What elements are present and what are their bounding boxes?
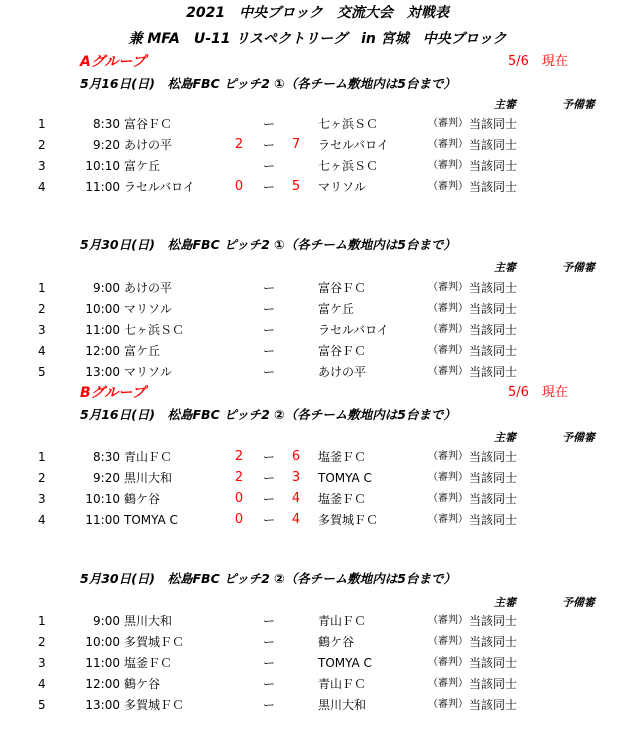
score-separator: ー [262, 513, 275, 527]
table-row [0, 510, 635, 530]
main-referee: 当該同士 [469, 698, 518, 712]
match-number: 5 [38, 365, 46, 379]
score-separator: ー [262, 302, 275, 316]
group-a-title: Aグループ [80, 54, 146, 70]
main-referee: 当該同士 [469, 677, 518, 691]
score-separator: ー [262, 323, 275, 337]
main-referee: 当該同士 [469, 471, 518, 485]
home-team: 青山ＦＣ [124, 450, 173, 464]
home-team: 黒川大和 [124, 471, 173, 485]
referee-label: （審判） [428, 282, 468, 293]
kickoff-time: 10:00 [85, 635, 120, 649]
home-team: マリソル [124, 302, 173, 316]
main-referee: 当該同士 [469, 513, 518, 527]
home-score: 0 [234, 491, 244, 506]
away-score: 3 [291, 470, 301, 485]
page-subtitle: 兼 MFA U-11 リスペクトリーグ in 宮城 中央ブロック [128, 31, 507, 47]
away-team: 青山ＦＣ [318, 614, 367, 628]
away-score: 6 [291, 449, 301, 464]
match-number: 1 [38, 450, 46, 464]
matchday-title: 5月16日(日) 松島FBC ピッチ2 ②（各チーム敷地内は5台まで） [80, 407, 456, 422]
home-team: 鶴ケ谷 [124, 677, 161, 691]
home-score: 2 [234, 449, 244, 464]
kickoff-time: 11:00 [85, 513, 120, 527]
home-team: 多賀城ＦＣ [124, 698, 185, 712]
main-referee: 当該同士 [469, 344, 518, 358]
kickoff-time: 8:30 [93, 117, 120, 131]
main-referee: 当該同士 [469, 365, 518, 379]
away-team: 青山ＦＣ [318, 677, 367, 691]
referee-label: （審判） [428, 678, 468, 689]
match-number: 1 [38, 614, 46, 628]
reserve-ref-header: 予備審 [562, 261, 595, 274]
away-score: 7 [291, 137, 301, 152]
main-referee: 当該同士 [469, 323, 518, 337]
referee-label: （審判） [428, 366, 468, 377]
score-separator: ー [262, 450, 275, 464]
away-team: 黒川大和 [318, 698, 367, 712]
referee-label: （審判） [428, 699, 468, 710]
match-number: 1 [38, 281, 46, 295]
home-team: 富谷ＦＣ [124, 117, 173, 131]
home-team: あけの平 [124, 281, 173, 295]
main-referee: 当該同士 [469, 656, 518, 670]
table-row [0, 114, 635, 134]
away-team: 七ヶ浜ＳＣ [318, 159, 379, 173]
match-number: 2 [38, 635, 46, 649]
kickoff-time: 9:00 [93, 281, 120, 295]
match-number: 3 [38, 492, 46, 506]
away-team: 富谷ＦＣ [318, 344, 367, 358]
referee-label: （審判） [428, 615, 468, 626]
table-row [0, 653, 635, 673]
score-separator: ー [262, 159, 275, 173]
home-team: マリソル [124, 365, 173, 379]
kickoff-time: 13:00 [85, 365, 120, 379]
table-row [0, 489, 635, 509]
referee-label: （審判） [428, 345, 468, 356]
main-ref-header: 主審 [494, 431, 516, 444]
match-number: 3 [38, 323, 46, 337]
main-referee: 当該同士 [469, 614, 518, 628]
reserve-ref-header: 予備審 [562, 596, 595, 609]
referee-label: （審判） [428, 472, 468, 483]
table-row [0, 632, 635, 652]
main-referee: 当該同士 [469, 450, 518, 464]
match-number: 3 [38, 656, 46, 670]
match-number: 5 [38, 698, 46, 712]
match-number: 2 [38, 471, 46, 485]
referee-label: （審判） [428, 181, 468, 192]
referee-label: （審判） [428, 657, 468, 668]
reserve-ref-header: 予備審 [562, 431, 595, 444]
score-separator: ー [262, 138, 275, 152]
table-row [0, 674, 635, 694]
kickoff-time: 11:00 [85, 656, 120, 670]
away-team: 富ケ丘 [318, 302, 355, 316]
table-row [0, 362, 635, 382]
kickoff-time: 8:30 [93, 450, 120, 464]
matchday-title: 5月16日(日) 松島FBC ピッチ2 ①（各チーム敷地内は5台まで） [80, 76, 456, 91]
match-number: 3 [38, 159, 46, 173]
main-referee: 当該同士 [469, 138, 518, 152]
away-score: 4 [291, 512, 301, 527]
away-team: 七ヶ浜ＳＣ [318, 117, 379, 131]
away-team: 塩釜ＦＣ [318, 492, 367, 506]
home-team: 多賀城ＦＣ [124, 635, 185, 649]
kickoff-time: 11:00 [85, 323, 120, 337]
away-team: TOMYA C [318, 656, 372, 670]
score-separator: ー [262, 344, 275, 358]
table-row [0, 299, 635, 319]
match-number: 1 [38, 117, 46, 131]
score-separator: ー [262, 365, 275, 379]
matchday-title: 5月30日(日) 松島FBC ピッチ2 ②（各チーム敷地内は5台まで） [80, 571, 456, 586]
table-row [0, 177, 635, 197]
away-team: 多賀城ＦＣ [318, 513, 379, 527]
home-score: 2 [234, 470, 244, 485]
away-team: 塩釜ＦＣ [318, 450, 367, 464]
table-row [0, 611, 635, 631]
score-separator: ー [262, 698, 275, 712]
table-row [0, 278, 635, 298]
away-team: 富谷ＦＣ [318, 281, 367, 295]
match-number: 4 [38, 180, 46, 194]
home-team: 塩釜ＦＣ [124, 656, 173, 670]
home-score: 0 [234, 179, 244, 194]
kickoff-time: 10:10 [85, 492, 120, 506]
main-referee: 当該同士 [469, 180, 518, 194]
score-separator: ー [262, 117, 275, 131]
main-referee: 当該同士 [469, 281, 518, 295]
table-row [0, 447, 635, 467]
home-team: あけの平 [124, 138, 173, 152]
main-referee: 当該同士 [469, 117, 518, 131]
matchday-title: 5月30日(日) 松島FBC ピッチ2 ①（各チーム敷地内は5台まで） [80, 237, 456, 252]
main-ref-header: 主審 [494, 98, 516, 111]
main-referee: 当該同士 [469, 302, 518, 316]
referee-label: （審判） [428, 160, 468, 171]
match-number: 2 [38, 138, 46, 152]
match-number: 4 [38, 513, 46, 527]
score-separator: ー [262, 677, 275, 691]
away-team: あけの平 [318, 365, 367, 379]
main-referee: 当該同士 [469, 159, 518, 173]
referee-label: （審判） [428, 139, 468, 150]
table-row [0, 156, 635, 176]
away-team: TOMYA C [318, 471, 372, 485]
main-referee: 当該同士 [469, 492, 518, 506]
home-team: 黒川大和 [124, 614, 173, 628]
match-number: 4 [38, 344, 46, 358]
table-row [0, 135, 635, 155]
referee-label: （審判） [428, 303, 468, 314]
home-team: ラセルバロイ [124, 180, 195, 194]
main-ref-header: 主審 [494, 596, 516, 609]
away-team: ラセルバロイ [318, 323, 389, 337]
home-team: 富ケ丘 [124, 344, 161, 358]
kickoff-time: 10:00 [85, 302, 120, 316]
reserve-ref-header: 予備審 [562, 98, 595, 111]
referee-label: （審判） [428, 324, 468, 335]
away-score: 5 [291, 179, 301, 194]
kickoff-time: 9:20 [93, 471, 120, 485]
match-number: 4 [38, 677, 46, 691]
kickoff-time: 9:00 [93, 614, 120, 628]
score-separator: ー [262, 635, 275, 649]
away-team: 鶴ケ谷 [318, 635, 355, 649]
score-separator: ー [262, 614, 275, 628]
table-row [0, 695, 635, 715]
kickoff-time: 12:00 [85, 344, 120, 358]
group-a-as-of: 5/6 現在 [508, 54, 568, 69]
table-row [0, 341, 635, 361]
score-separator: ー [262, 471, 275, 485]
score-separator: ー [262, 281, 275, 295]
referee-label: （審判） [428, 451, 468, 462]
score-separator: ー [262, 180, 275, 194]
away-team: マリソル [318, 180, 367, 194]
home-team: TOMYA C [124, 513, 178, 527]
referee-label: （審判） [428, 493, 468, 504]
home-score: 2 [234, 137, 244, 152]
match-number: 2 [38, 302, 46, 316]
group-b-as-of: 5/6 現在 [508, 385, 568, 400]
group-b-title: Bグループ [80, 385, 146, 401]
home-team: 富ケ丘 [124, 159, 161, 173]
referee-label: （審判） [428, 514, 468, 525]
home-team: 七ヶ浜ＳＣ [124, 323, 185, 337]
away-team: ラセルバロイ [318, 138, 389, 152]
home-team: 鶴ケ谷 [124, 492, 161, 506]
main-ref-header: 主審 [494, 261, 516, 274]
page-title: 2021 中央ブロック 交流大会 対戦表 [186, 5, 449, 21]
home-score: 0 [234, 512, 244, 527]
kickoff-time: 9:20 [93, 138, 120, 152]
score-separator: ー [262, 656, 275, 670]
table-row [0, 468, 635, 488]
table-row [0, 320, 635, 340]
main-referee: 当該同士 [469, 635, 518, 649]
referee-label: （審判） [428, 118, 468, 129]
kickoff-time: 13:00 [85, 698, 120, 712]
away-score: 4 [291, 491, 301, 506]
score-separator: ー [262, 492, 275, 506]
kickoff-time: 11:00 [85, 180, 120, 194]
kickoff-time: 10:10 [85, 159, 120, 173]
kickoff-time: 12:00 [85, 677, 120, 691]
referee-label: （審判） [428, 636, 468, 647]
